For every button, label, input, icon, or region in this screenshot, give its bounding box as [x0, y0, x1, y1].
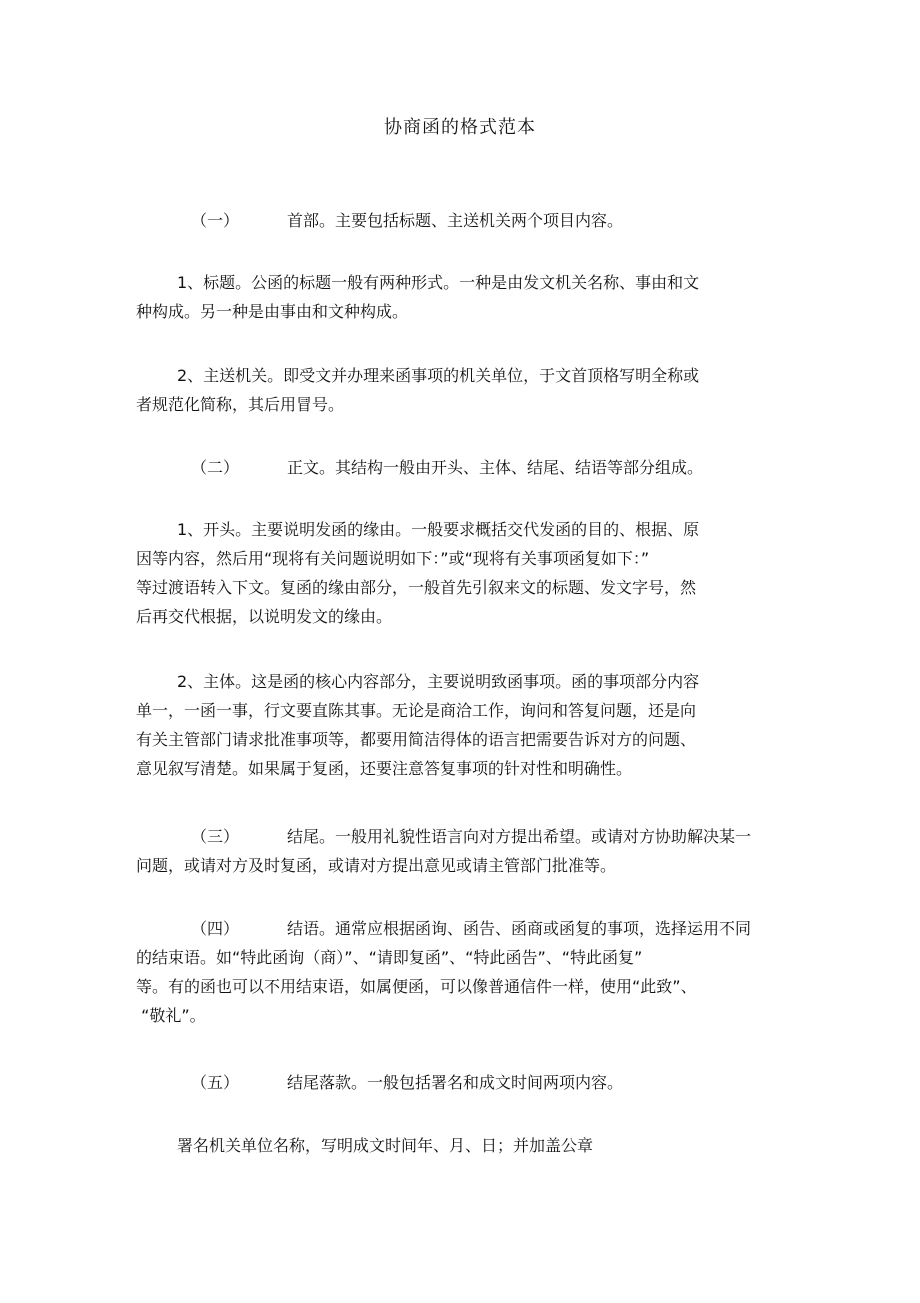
document-title: 协商函的格式范本	[384, 117, 536, 138]
section-marker: （二）	[191, 458, 240, 477]
section-header-4	[136, 914, 776, 1030]
section-header-1	[136, 206, 776, 235]
paragraph-line: 1、开头。主要说明发函的缘由。一般要求概括交代发函的目的、根据、原	[177, 520, 700, 539]
paragraph-line: “敬礼”。	[136, 1006, 206, 1025]
paragraph-line: 1、标题。公函的标题一般有两种形式。一种是由发文机关名称、事由和文	[177, 273, 700, 292]
paragraph-line: 有关主管部门请求批准事项等，都要用简洁得体的语言把需要告诉对方的问题、	[136, 730, 697, 749]
paragraph-line: 2、主体。这是函的核心内容部分，主要说明致函事项。函的事项部分内容	[177, 672, 700, 691]
section-header-2	[136, 453, 776, 482]
paragraph-line: 署名机关单位名称，写明成文时间年、月、日；并加盖公章	[177, 1136, 594, 1155]
paragraph-recipient-item	[136, 361, 776, 419]
paragraph-line: （三） 结尾。一般用礼貌性语言向对方提出希望。或请对方协助解决某一	[136, 822, 776, 851]
paragraph-line: 者规范化简称，其后用冒号。	[136, 395, 345, 414]
section-marker: （一）	[191, 211, 240, 230]
paragraph-line: 等。有的函也可以不用结束语，如属便函，可以像普通信件一样，使用“此致”、	[136, 977, 697, 996]
paragraph-line: 的结束语。如“特此函询（商）”、“请即复函”、“特此函告”、“特此函复”	[136, 948, 643, 967]
paragraph-line: 等过渡语转入下文。复函的缘由部分，一般首先引叙来文的标题、发文字号，然	[136, 578, 697, 597]
paragraph-line: 单一，一函一事，行文要直陈其事。无论是商洽工作，询问和答复问题，还是向	[136, 701, 697, 720]
paragraph-title-item	[136, 268, 776, 326]
paragraph-line: 后再交代根据，以说明发文的缘由。	[136, 607, 393, 626]
paragraph-signature-note	[136, 1131, 776, 1160]
paragraph-line: 问题，或请对方及时复函，或请对方提出意见或请主管部门批准等。	[136, 856, 617, 875]
paragraph-line: （五） 结尾落款。一般包括署名和成文时间两项内容。	[136, 1068, 776, 1097]
section-header-5	[136, 1068, 776, 1097]
section-marker: （四）	[191, 919, 240, 938]
paragraph-line: （一） 首部。主要包括标题、主送机关两个项目内容。	[136, 206, 776, 235]
paragraph-body-item	[136, 667, 776, 783]
paragraph-line: （二） 正文。其结构一般由开头、主体、结尾、结语等部分组成。	[136, 453, 776, 482]
section-marker: （三）	[191, 827, 240, 846]
paragraph-line: 意见叙写清楚。如果属于复函，还要注意答复事项的针对性和明确性。	[136, 759, 633, 778]
paragraph-line: 2、主送机关。即受文并办理来函事项的机关单位，于文首顶格写明全称或	[177, 366, 700, 385]
paragraph-line: （四） 结语。通常应根据函询、函告、函商或函复的事项，选择运用不同	[136, 914, 776, 943]
paragraph-line: 因等内容，然后用“现将有关问题说明如下：”或“现将有关事项函复如下：”	[136, 549, 650, 568]
paragraph-opening-item	[136, 515, 776, 631]
section-marker: （五）	[191, 1073, 240, 1092]
section-header-3	[136, 822, 776, 880]
paragraph-line: 种构成。另一种是由事由和文种构成。	[136, 302, 409, 321]
